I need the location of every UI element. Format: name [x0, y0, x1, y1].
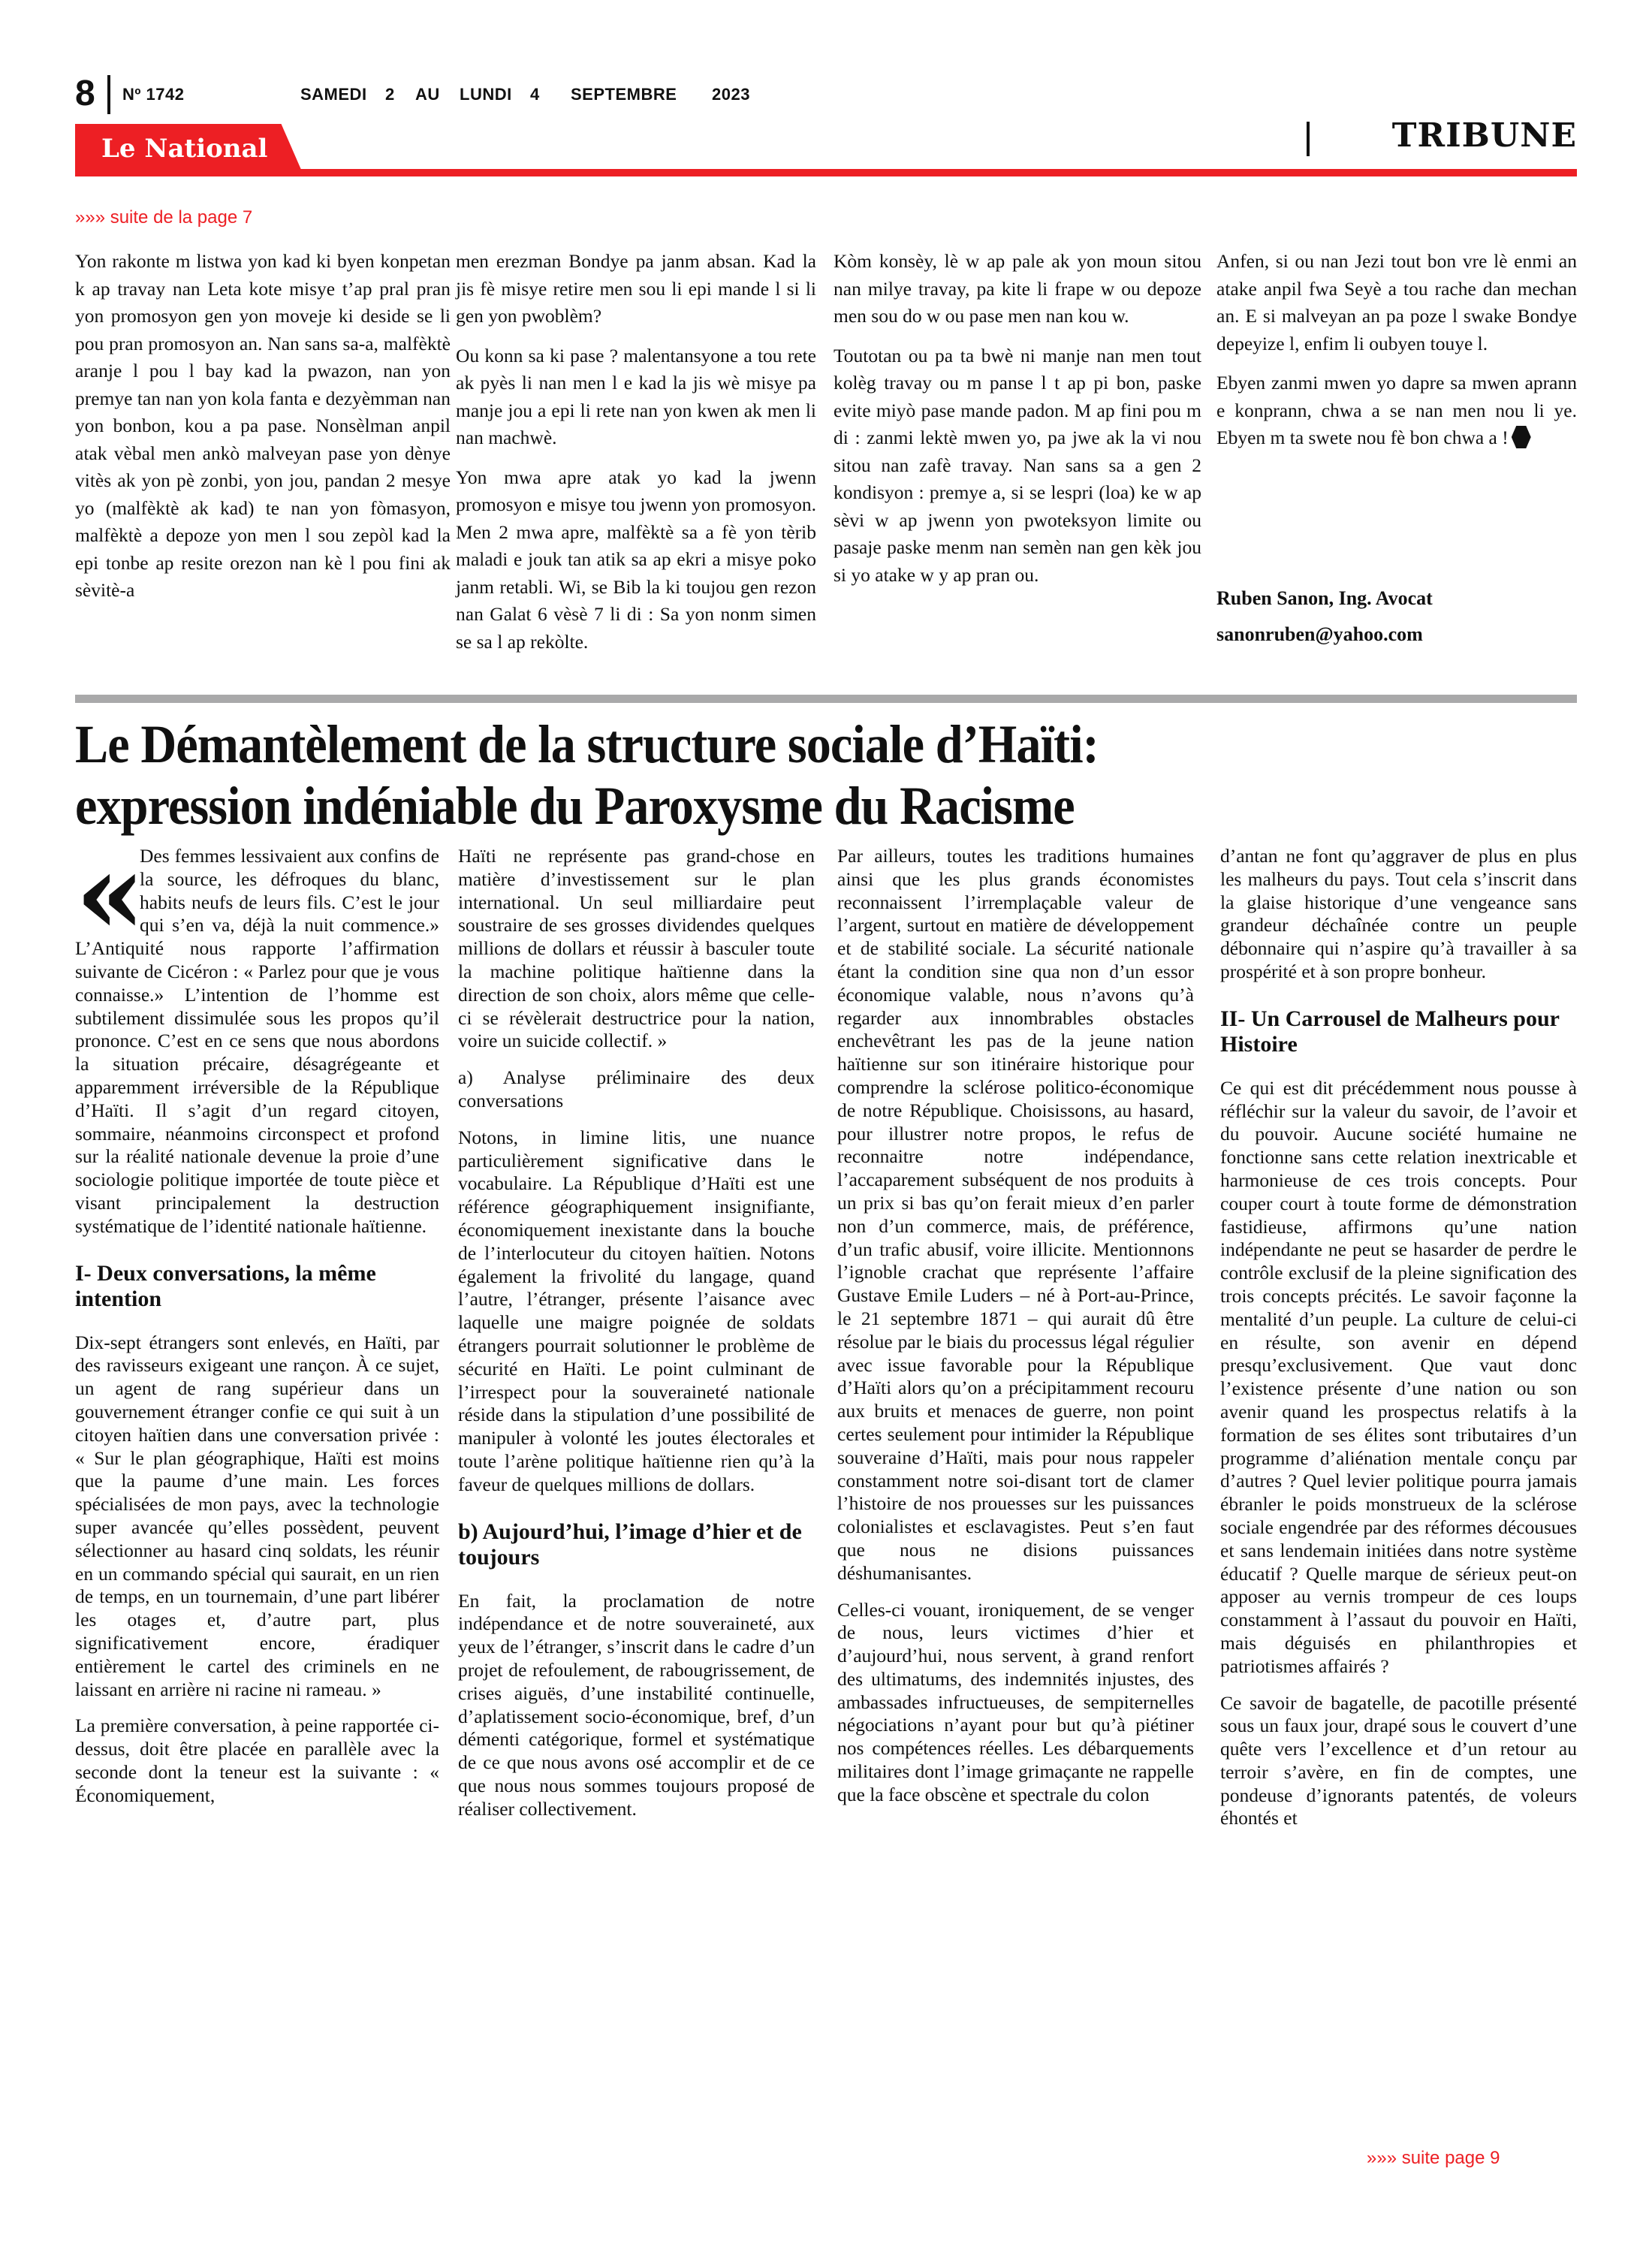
- section-divider: [1307, 122, 1310, 156]
- top-article-column-1: [75, 248, 451, 617]
- main-article-column-2: [458, 845, 815, 1834]
- paragraph: Haïti ne représente pas grand-chose en matière d’investissement sur le plan international. Un seul milliardaire peut soustraire de ses grosses dividendes quelques millions de dollars et réussir à basculer toute la machine politique haïtienne dans la direction de son choix, alors même que celle-ci se révèlerait destructrice pour la nation, voire un suicide collectif. »: [458, 845, 815, 1052]
- date-au: AU: [415, 85, 440, 104]
- top-article-column-4: [1216, 248, 1577, 464]
- paragraph: Ce qui est dit précédemment nous pousse à réfléchir sur la valeur du savoir, de l’avoir et du pouvoir. Aucune société humaine ne fonctionne sans cette relation inextricable et harmonieuse de ces trois concepts. Pour couper court à toute forme de démonstration fastidieuse, affirmons qu’une nation indépendante ne peut se hasarder de perdre le contrôle exclusif de la pleine signification des trois concepts précités. Le savoir façonne la mentalité d’un peuple. La culture de celui-ci en résulte, son avenir en dépend presqu’exclusivement. Que vaut donc l’existence présente d’une nation ou son avenir quand les prospectus relatifs à la formation de ses élites sont tributaires d’un programme d’aliénation mentale conçu par d’autres ? Quel levier politique pourra jamais ébranler le poids monstrueux de la sclérose sociale engendrée par des réformes décousues et sans lendemain initiées dans notre système éducatif ? Quelle marque de sérieux peut-on apposer au vernis trompeur de ces loups constamment à l’assaut du pouvoir en Haïti, mais déguisés en philanthropies et patriotismes affairés ?: [1220, 1076, 1577, 1677]
- date-day1: SAMEDI: [300, 85, 367, 104]
- paragraph: En fait, la proclamation de notre indépendance et de notre souveraineté, aux yeux de l’étranger, s’inscrit dans le cadre d’un projet de refoulement, de rabougrissement, de crises aiguës, d’une instabilité continuelle, d’aplatissement socio-économique, bref, d’un démenti catégorique, formel et systématique de ce que nous avons osé accomplir et de ce que nous nous sommes toujours proposé de réaliser collectivement.: [458, 1589, 815, 1820]
- paragraph: Kòm konsèy, lè w ap pale ak yon moun sitou nan milye travay, pa kite li frape w ou depoze men sou do w ou pase men nan kou w.: [834, 250, 1201, 327]
- top-article-column-2: [456, 248, 816, 668]
- date-month: SEPTEMBRE: [571, 85, 677, 104]
- paragraph: d’antan ne font qu’aggraver de plus en plus les malheurs du pays. Tout cela s’inscrit dans la glaise historique d’une vengeance sans grandeur déchaînée contre un peuple débonnaire qui n’aspire qu’à travailler à sa prospérité et à son propre bonheur.: [1220, 845, 1577, 982]
- paragraph: Toutotan ou pa ta bwè ni manje nan men tout kolèg travay ou m panse l t ap pi bon, paske evite miyò pase mande padon. M ap fini pou m di : zanmi lektè mwen yo, pa jwe ak la vi nou sitou nan zafè travay. Nan sans sa a gen 2 kondisyon : premye a, si se lespri (loa) ke w ap sèvi w ap jwenn yon pwoteksyon limite ou pasaje paske menm nan semèn nan gen kèk jou si yo atake w y ap pran ou.: [834, 344, 1201, 586]
- paragraph-text: Des femmes lessivaient aux confins de la source, les défroques du blanc, habits neufs de leurs fils. C’est le jour qui s’en va, déjà la nuit commence.» L’Antiquité nous rapporte l’affirmation suivante de Cicéron : « Parlez pour que je vous connaisse.» L’intention de l’homme est subtilement dissimulée sous les propos qu’il prononce. C’est en ce sens que nous abordons la situation précaire, désagrégeante et apparemment irréversible de la République d’Haïti. Il s’agit d’un regard citoyen, sommaire, néanmoins circonspect et profond sur la réalité nationale devenue la proie d’une sociologie politique importée de toute pièce et visant principalement la destruction systématique de l’identité nationale haïtienne.: [75, 845, 439, 1237]
- paragraph: [75, 828, 439, 1238]
- paragraph: Dix-sept étrangers sont enlevés, en Haïti, par des ravisseurs exigeant une rançon. À ce sujet, un agent de rang supérieur dans un gouvernement étranger confie ce qui suit à un citoyen haïtien dans une conversation privée : « Sur le plan géographique, Haïti est moins que la paume d’une main. Les forces spécialisées de mon pays, avec la technologie super avancée qu’elles possèdent, peuvent sélectionner au hasard cinq soldats, les réunir en un commando spécial qui saurait, en un rien de temps, en un tournemain, d’une part libérer les otages et, d’autre part, plus significativement encore, éradiquer entièrement le cartel des criminels en ne laissant en arrière ni racine ni rameau. »: [75, 1331, 439, 1700]
- subheading: I- Deux conversations, la même intention: [75, 1260, 376, 1311]
- headline-line-1: Le Démantèlement de la structure sociale d’Haïti:: [75, 714, 1099, 774]
- date-num1: 2: [385, 85, 395, 104]
- continued-from-link[interactable]: »»» suite de la page 7: [75, 207, 253, 228]
- date-num2: 4: [530, 85, 540, 104]
- top-article-column-3: [834, 248, 1201, 601]
- paragraph-text: Ebyen zanmi mwen yo dapre sa mwen aprann e konprann, chwa a se nan men nou li ye. Ebyen m ta swete nou fè bon chwa a !: [1216, 372, 1577, 448]
- main-article-column-4: [1220, 845, 1577, 1844]
- paragraph: Celles-ci vouant, ironiquement, de se venger de nous, leurs victimes d’hier et d’aujourd’hui, nous servent, à grand renfort des ultimatums, des indemnités injustes, des ambassades infructueuses, de sempiternelles négociations n’ayant pour but qu’à piétiner nos compétences réelles. Les débarquements militaires dont l’image grimaçante ne rappelle que la face obscène et spectrale du colon: [837, 1598, 1194, 1805]
- paragraph: Ce savoir de bagatelle, de pacotille présenté sous un faux jour, drapé sous le couvert d’une quête vers l’excellence et d’un retour au terroir s’avère, en fin de comptes, une pondeuse d’ignorants patentés, de voleurs éhontés et: [1220, 1691, 1577, 1829]
- brand-logo: Le National: [101, 134, 268, 164]
- paragraph: Yon mwa apre atak yo kad la jwenn promosyon e misye tou jwenn yon promosyon. Men 2 mwa apre, malfèktè sa a fè yon tèrib maladi e jouk tan atik sa ap ekri a misye poko janm retabli. Wi, se Bib la ki toujou gen rezon nan Galat 6 vèsè 7 li di : Sa yon nonm simen se sa l ap rekòlte.: [456, 466, 816, 653]
- end-of-article-icon: [1512, 426, 1531, 448]
- paragraph: Yon rakonte m listwa yon kad ki byen konpetan k ap travay nan Leta kote misye t’ap pral pran yon promosyon gen yon moveje ki deside se li pou pran promosyon an. Nan sans sa-a, malfèktè aranje l pou l bay kad la pwazon, nan yon premye tan nan yon kola fanta e dezyèmman nan yon bonbon, kou a pa pase. Nonsèlman anpil atak vèbal men ankò malveyan pase yon dènye vitès ak yon pè zonbi, yon jou, pandan 2 mesye yo (malfèktè ak kad) te nan yon fòmasyon, malfèktè a depoze yon men l sou zepòl kad la epi tonbe ap resite orezon nan kè l pou fini ak sèvitè-a: [75, 250, 451, 601]
- paragraph: a) Analyse préliminaire des deux conversations: [458, 1066, 815, 1111]
- paragraph: Par ailleurs, toutes les traditions humaines ainsi que les plus grands économistes reconnaissent l’irremplaçable valeur de l’argent, surtout en matière de développement et de stabilité sociale. La sécurité nationale étant la condition sine qua non d’un essor économique valable, nous n’avons qu’à regarder aux innombrables obstacles enchevêtrant les pas de la jeune nation haïtienne sur son itinéraire historique pour comprendre la sclérose politico-économique de notre République. Choisissons, au hasard, pour illustrer notre propos, le refus de reconnaitre notre indépendance, l’accaparement subséquent de nos produits à un prix si bas qu’on ferait mieux d’en parler non d’un commerce, mais, de préférence, d’un trafic abusif, voire illicite. Mentionnons l’ignoble crachat que représente l’affaire Gustave Emile Luders – né à Port-au-Prince, le 21 septembre 1871 – qui aurait dû être résolue par le biais du processus légal régulier avec issue favorable pour la République d’Haïti alors qu’on a précipitamment recouru aux bruits et menaces de guerre, non point certes seulement pour intimider la République souveraine d’Haïti, mais pour nous rappeler constamment notre soi-disant tort de clamer l’histoire de nos prouesses sur les puissances colonialistes et esclavagistes. Peut s’en faut que nous ne disions puissances déshumanisantes.: [837, 845, 1194, 1584]
- paragraph: Ou konn sa ki pase ? malentansyone a tou rete ak pyès li nan men l e kad la jis wè misye pa manje jou a epi li rete nan yon kwen ak men li nan machwè.: [456, 344, 816, 448]
- date-day2: LUNDI: [460, 85, 512, 104]
- paragraph: Anfen, si ou nan Jezi tout bon vre lè enmi an atake anpil fwa Seyè a tou rache dan mechan an. E si malveyan an pa poze l swake Bondye depeyize l, enfim li oubyen touye l.: [1216, 250, 1577, 354]
- continued-to-link[interactable]: »»» suite page 9: [1367, 2148, 1500, 2168]
- subheading: b) Aujourd’hui, l’image d’hier et de toujours: [458, 1519, 802, 1570]
- subheading: II- Un Carrousel de Malheurs pour Histoire: [1220, 1006, 1560, 1057]
- page-number: 8: [75, 74, 95, 113]
- issue-number: Nº 1742: [122, 85, 185, 104]
- article-headline: [75, 713, 1464, 837]
- main-article-column-3: [837, 845, 1194, 1820]
- paragraph: Notons, in limine litis, une nuance particulièrement significative dans le vocabulaire. La République d’Haïti est une référence géographiquement insignifiante, économiquement inexistante dans la bouche de l’interlocuteur du citoyen haïtien. Notons également la frivolité du langage, quand l’autre, l’étranger, présente l’aisance avec laquelle une maigre poignée de soldats étrangers pourrait solutionner le problème de sécurité en Haïti. Le point culminant de l’irrespect pour la souveraineté nationale réside dans la stipulation d’une possibilité de manipuler à volonté les joutes électorales et toute l’arène politique haïtienne rien qu’à la faveur de quelques millions de dollars.: [458, 1126, 815, 1495]
- header-red-rule: [75, 169, 1577, 176]
- paragraph: men erezman Bondye pa janm absan. Kad la jis fè misye retire men sou li epi mande l si li gen yon pwoblèm?: [456, 250, 816, 327]
- date-year: 2023: [712, 85, 750, 104]
- author-name: Ruben Sanon, Ing. Avocat: [1216, 587, 1433, 609]
- paragraph: [1216, 369, 1577, 452]
- opening-quote-icon: «: [75, 828, 146, 960]
- paragraph: La première conversation, à peine rapportée ci-dessus, doit être placée en parallèle avec la seconde dont la teneur est la suivante : « Économiquement,: [75, 1715, 439, 1806]
- article-separator: [75, 695, 1577, 703]
- header-divider: [107, 75, 110, 114]
- author-email[interactable]: sanonruben@yahoo.com: [1216, 623, 1423, 645]
- headline-line-2: expression indéniable du Paroxysme du Racisme: [75, 776, 1075, 836]
- section-title: TRIBUNE: [1391, 116, 1577, 155]
- main-article-column-1: [75, 828, 439, 1820]
